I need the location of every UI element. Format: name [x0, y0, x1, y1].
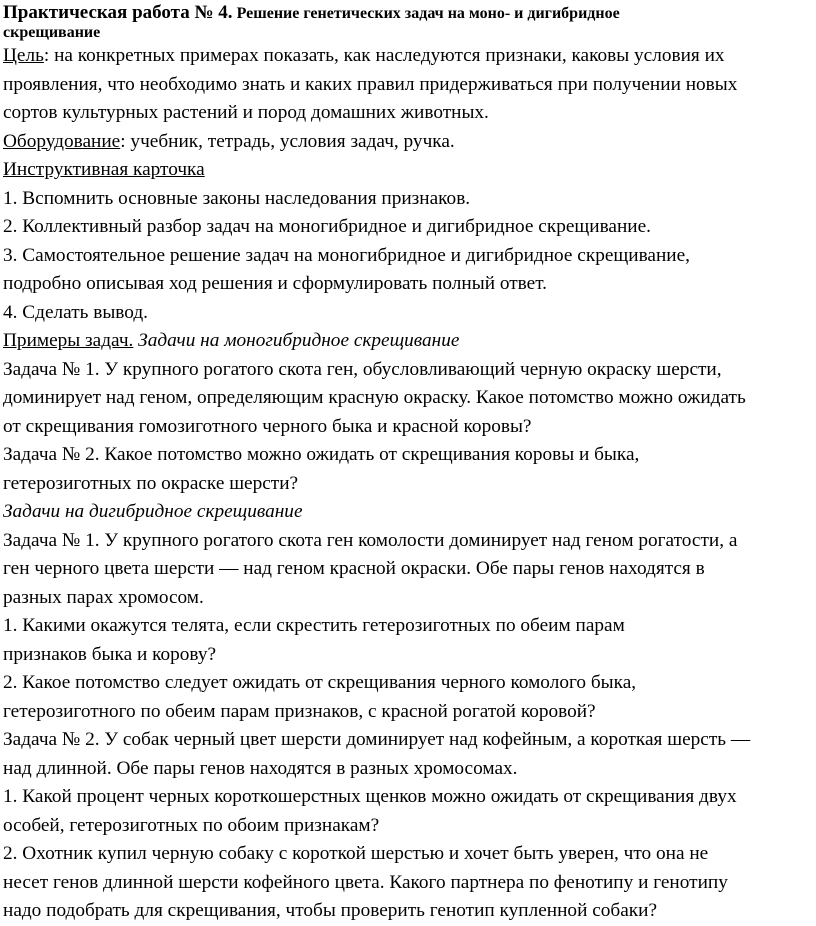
di-heading: Задачи на дигибридное скрещивание [3, 501, 303, 522]
instruction-line-4: подробно описывая ход решения и сформулировать полный ответ. [3, 273, 547, 294]
page-title [3, 0, 814, 24]
instruction-line-5: 4. Сделать вывод. [3, 301, 148, 323]
examples-heading [3, 327, 814, 356]
mono-line-2: доминирует над геном, определяющим красную окраску. Какое потомство можно ожидать [3, 387, 746, 408]
di-line-13: несет генов длинной шерсти кофейного цвета. Какого партнера по фенотипу и генотипу [3, 871, 728, 893]
title-sub-line2: скрещивание [3, 24, 101, 41]
instruction-line-2: 2. Коллективный разбор задач на моногибридное и дигибридное скрещивание. [3, 216, 651, 237]
di-line-9: над длинной. Обе пары генов находятся в разных хромосомах. [3, 757, 518, 779]
goal-line-1 [3, 42, 814, 71]
di-line-14: надо подобрать для скрещивания, чтобы проверить генотип купленной собаки? [3, 900, 658, 921]
mono-line-3: от скрещивания гомозиготного черного быка и красной коровы? [3, 415, 532, 437]
mono-line-1: Задача № 1. У крупного рогатого скота ген, обусловливающий черную окраску шерсти, [3, 358, 722, 380]
di-line-4: 1. Какими окажутся телята, если скрестить гетерозиготных по обеим парам [3, 615, 625, 636]
di-line-8: Задача № 2. У собак черный цвет шерсти доминирует над кофейным, а короткая шерсть — [3, 729, 751, 750]
mono-heading: Задачи на моногибридное скрещивание [133, 330, 460, 351]
equipment-text: : учебник, тетрадь, условия задач, ручка. [120, 130, 455, 152]
title-main: Практическая работа № 4. [3, 2, 233, 23]
di-line-1: Задача № 1. У крупного рогатого скота ген комолости доминирует над геном рогатости, а [3, 529, 738, 551]
di-line-2: ген черного цвета шерсти — над геном красной окраски. Обе пары генов находятся в [3, 558, 705, 579]
goal-label: Цель [3, 45, 44, 66]
di-line-7: гетерозиготного по обеим парам признаков, с красной рогатой коровой? [3, 700, 596, 722]
instruction-line-1: 1. Вспомнить основные законы наследования признаков. [3, 187, 471, 209]
goal-line-2: проявления, что необходимо знать и каких правил придерживаться при получении новых [3, 73, 738, 95]
instruction-heading: Инструктивная карточка [3, 159, 205, 180]
di-line-10: 1. Какой процент черных короткошерстных щенков можно ожидать от скрещивания двух [3, 786, 737, 807]
di-line-12: 2. Охотник купил черную собаку с короткой шерстью и хочет быть уверен, что она не [3, 843, 709, 864]
equipment-line [3, 128, 814, 157]
goal-text-1: : на конкретных примерах показать, как наследуются признаки, каковы условия их [43, 45, 725, 66]
goal-line-3: сортов культурных растений и пород домашних животных. [3, 102, 489, 123]
examples-label: Примеры задач. [3, 330, 134, 351]
mono-line-4: Задача № 2. Какое потомство можно ожидать от скрещивания коровы и быка, [3, 444, 640, 465]
instruction-line-3: 3. Самостоятельное решение задач на моногибридное и дигибридное скрещивание, [3, 244, 691, 266]
title-sub-line1: Решение генетических задач на моно- и дигибридное [236, 5, 620, 22]
mono-line-5: гетерозиготных по окраске шерсти? [3, 472, 299, 494]
equipment-label: Оборудование [3, 130, 121, 152]
di-line-11: особей, гетерозиготных по обоим признакам? [3, 814, 380, 836]
di-line-3: разных парах хромосом. [3, 586, 204, 608]
di-line-5: признаков быка и корову? [3, 643, 217, 665]
di-line-6: 2. Какое потомство следует ожидать от скрещивания черного комолого быка, [3, 672, 637, 693]
